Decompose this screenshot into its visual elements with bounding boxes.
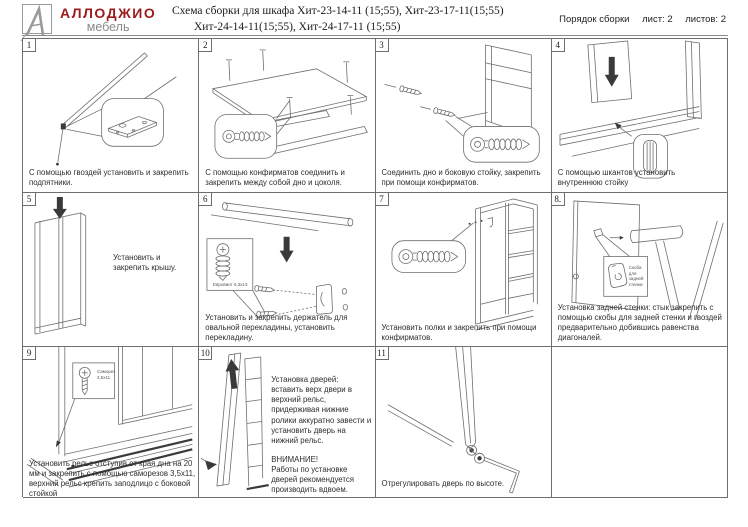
step-caption: С помощью гвоздей установить и закрепить подпятники.	[29, 167, 189, 187]
step-panel-6	[199, 193, 375, 347]
empty-panel	[552, 347, 728, 498]
step-number: 10	[199, 347, 212, 360]
step-caption: Установка задней стенки: стык закрепить с помощью скобы для задней стенки и гвоздей предварительно добившись равенства диагоналей.	[557, 302, 722, 342]
step-caption: Установить и закрепить держатель для овальной перекладины, установить перекладину.	[205, 312, 348, 342]
step-caption: С помощью конфирматов соединить и закрепить между собой дно и цоколя.	[205, 167, 345, 187]
step-caption: С помощью шкантов установить внутреннюю стойку	[557, 167, 676, 187]
hardware-label: Скоба для задней стенки	[628, 265, 644, 287]
sheet-title-line2: Хит-24-14-11(15;55), Хит-24-17-11 (15;55)	[194, 20, 401, 33]
step-number: 1	[23, 39, 36, 52]
warning-text: Работы по установке дверей рекомендуется производить вдвоем.	[271, 465, 354, 495]
step-caption: Соединить дно и боковую стойку, закрепить при помощи конфирматов.	[381, 167, 541, 187]
brand-subtitle: мебель	[86, 20, 130, 34]
step-caption: Установка дверей: вставить верх двери в верхний рельс, придерживая нижние ролики аккуратно завести и установить дверь на нижний рельс.	[271, 375, 372, 445]
sheet-title	[172, 4, 562, 35]
sheet-title-line1: Схема сборки для шкафа Хит-23-14-11 (15;55), Хит-23-17-11(15;55)	[172, 5, 504, 17]
step-panel-8	[552, 193, 728, 347]
step-panel-11	[376, 347, 552, 498]
step-number: 3	[376, 39, 389, 52]
brand-logo-icon	[22, 4, 52, 34]
step-number: 4	[552, 39, 565, 52]
step-caption: Отрегулировать дверь по высоте.	[381, 478, 505, 488]
step-panel-1	[23, 39, 199, 193]
brand-name: АЛЛОДЖИО	[60, 5, 157, 21]
step-number: 9	[23, 347, 36, 360]
step-number: 5	[23, 193, 36, 206]
step-number: 8.	[552, 193, 565, 206]
step-panel-3	[376, 39, 552, 193]
step-panel-7	[376, 193, 552, 347]
sheet-header	[22, 2, 728, 36]
sheet-pagination	[559, 14, 726, 25]
brand-logo	[22, 3, 172, 35]
step-caption: Установить и закрепить крышу.	[113, 253, 177, 273]
step-panel-9	[23, 347, 199, 498]
hardware-label: Саморез 3,5х11	[97, 369, 116, 380]
order-label: Порядок сборки	[559, 14, 630, 25]
step-panel-4	[552, 39, 728, 193]
step-panel-10	[199, 347, 375, 498]
sheet-number: лист: 2	[642, 14, 673, 25]
step-caption-block	[271, 375, 371, 495]
sheets-total: листов: 2	[685, 14, 726, 25]
step-panel-2	[199, 39, 375, 193]
hardware-label: Евровинт 6,3х13	[212, 282, 248, 287]
step-panel-5	[23, 193, 199, 347]
step-11-illustration	[376, 347, 551, 497]
step-caption: Установить рельс отступив от края дна на 20 мм и закрепить с помощью саморезов 3,5х11, верхний рельс крепить заподлицо с боковой стойкой	[29, 458, 196, 498]
warning-title: ВНИМАНИЕ!	[271, 454, 318, 464]
step-number: 2	[199, 39, 212, 52]
step-number: 7	[376, 193, 389, 206]
step-number: 6	[199, 193, 212, 206]
step-number: 11	[376, 347, 389, 360]
steps-grid	[22, 38, 728, 497]
step-caption: Установить полки и закрепить при помощи конфирматов.	[381, 322, 537, 342]
